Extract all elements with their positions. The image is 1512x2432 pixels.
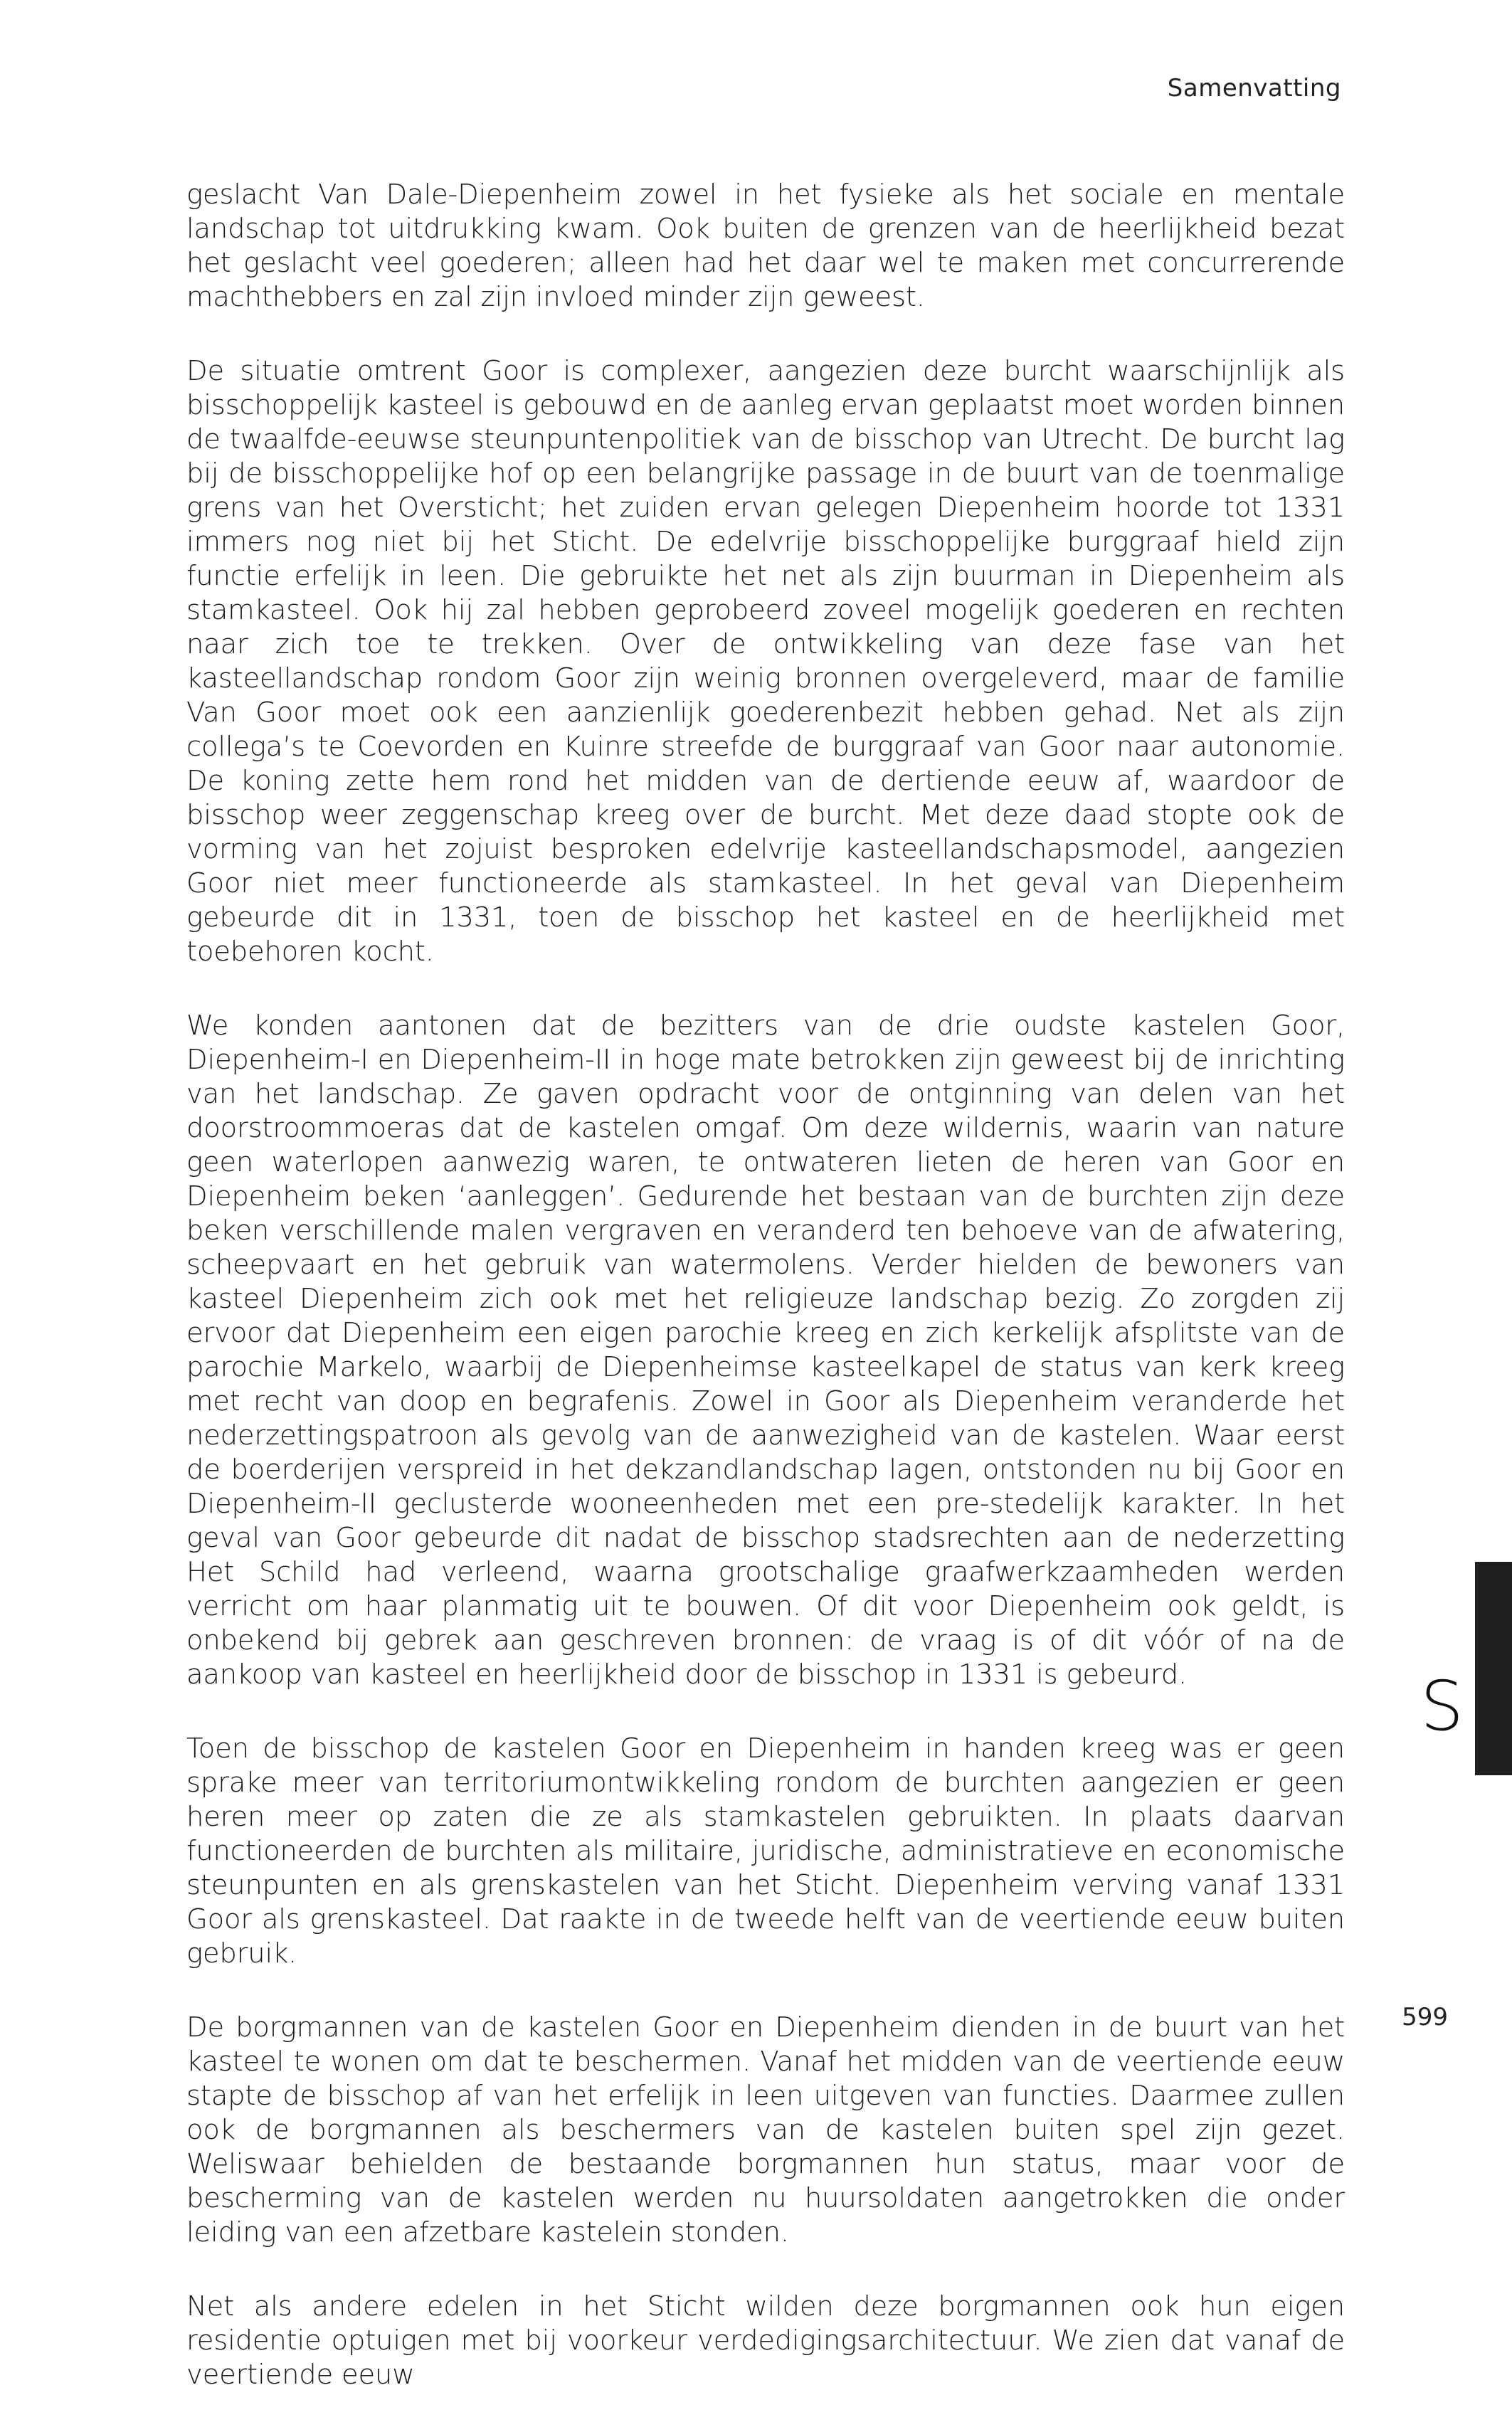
page-number: 599 bbox=[1402, 2003, 1448, 2031]
running-header: Samenvatting bbox=[1167, 74, 1341, 102]
paragraph-2: De situatie omtrent Goor is complexer, aangezien deze burcht waarschijnlijk als bisschoppelijk kasteel is gebouwd en de aanleg ervan geplaatst moet worden binnen de twaalfde-eeuwse steunpuntenpolitiek van de bisschop van Utrecht. De burcht lag bij de bisschoppelijke hof op een belangrijke passage in de buurt van de toenmalige grens van het Oversticht; het zuiden ervan gelegen Diepenheim hoorde tot 1331 immers nog niet bij het Sticht. De edelvrije bisschoppelijke burggraaf hield zijn functie erfelijk in leen. Die gebruikte het net als zijn buurman in Diepenheim als stamkasteel. Ook hij zal hebben geprobeerd zoveel mogelijk goederen en rechten naar zich toe te trekken. Over de ontwikkeling van deze fase van het kasteellandschap rondom Goor zijn weinig bronnen overgeleverd, maar de familie Van Goor moet ook een aanzienlijk goederenbezit hebben gehad. Net als zijn collega’s te Coevorden en Kuinre streefde de burggraaf van Goor naar autonomie. De koning zette hem rond het midden van de dertiende eeuw af, waardoor de bisschop weer zeggenschap kreeg over de burcht. Met deze daad stopte ook de vorming van het zojuist besproken edelvrije kasteellandschapsmodel, aangezien Goor niet meer functioneerde als stamkasteel. In het geval van Diepenheim gebeurde dit in 1331, toen de bisschop het kasteel en de heerlijkheid met toebehoren kocht. bbox=[186, 355, 1345, 968]
paragraph-5: De borgmannen van de kastelen Goor en Diepenheim dienden in de buurt van het kasteel te wonen om dat te beschermen. Vanaf het midden van de veertiende eeuw stapte de bisschop af van het erfelijk in leen uitgeven van functies. Daarmee zullen ook de borgmannen als beschermers van de kastelen buiten spel zijn gezet. Weliswaar behielden de bestaande borgmannen hun status, maar voor de bescherming van de kastelen werden nu huursoldaten aangetrokken die onder leiding van een afzetbare kastelein stonden. bbox=[186, 2011, 1345, 2248]
paragraph-1: geslacht Van Dale-Diepenheim zowel in het fysieke als het sociale en mentale landschap tot uitdrukking kwam. Ook buiten de grenzen van de heerlijkheid bezat het geslacht veel goederen; alleen had het daar wel te maken met concurrerende machthebbers en zal zijn invloed minder zijn geweest. bbox=[186, 179, 1345, 313]
paragraph-6: Net als andere edelen in het Sticht wilden deze borgmannen ook hun eigen residentie optuigen met bij voorkeur verdedigingsarchitectuur. We zien dat vanaf de veertiende eeuw bbox=[186, 2290, 1345, 2391]
thumb-index-letter: S bbox=[1420, 1666, 1464, 1746]
paragraph-3: We konden aantonen dat de bezitters van de drie oudste kastelen Goor, Diepenheim-I en Diepenheim-II in hoge mate betrokken zijn geweest bij de inrichting van het landschap. Ze gaven opdracht voor de ontginning van delen van het doorstroommoeras dat de kastelen omgaf. Om deze wildernis, waarin van nature geen waterlopen aanwezig waren, te ontwateren lieten de heren van Goor en Diepenheim beken ‘aanleggen’. Gedurende het bestaan van de burchten zijn deze beken verschillende malen vergraven en veranderd ten behoeve van de afwatering, scheepvaart en het gebruik van watermolens. Verder hielden de bewoners van kasteel Diepenheim zich ook met het religieuze landschap bezig. Zo zorgden zij ervoor dat Diepenheim een eigen parochie kreeg en zich kerkelijk afsplitste van de parochie Markelo, waarbij de Diepenheimse kasteelkapel de status van kerk kreeg met recht van doop en begrafenis. Zowel in Goor als Diepenheim veranderde het nederzettingspatroon als gevolg van de aanwezigheid van de kastelen. Waar eerst de boerderijen verspreid in het dekzandlandschap lagen, ontstonden nu bij Goor en Diepenheim-II geclusterde wooneenheden met een pre-stedelijk karakter. In het geval van Goor gebeurde dit nadat de bisschop stadsrechten aan de nederzetting Het Schild had verleend, waarna grootschalige graafwerkzaamheden werden verricht om haar planmatig uit te bouwen. Of dit voor Diepenheim ook geldt, is onbekend bij gebrek aan geschreven bronnen: de vraag is of dit vóór of na de aankoop van kasteel en heerlijkheid door de bisschop in 1331 is gebeurd. bbox=[186, 1010, 1345, 1691]
paragraph-4: Toen de bisschop de kastelen Goor en Diepenheim in handen kreeg was er geen sprake meer van territoriumontwikkeling rondom de burchten aangezien er geen heren meer op zaten die ze als stamkastelen gebruikten. In plaats daarvan functioneerden de burchten als militaire, juridische, administratieve en economische steunpunten en als grenskastelen van het Sticht. Diepenheim verving vanaf 1331 Goor als grenskasteel. Dat raakte in de tweede helft van de veertiende eeuw buiten gebruik. bbox=[186, 1733, 1345, 1970]
body-text bbox=[186, 178, 1345, 2432]
thumb-index-tab bbox=[1475, 1562, 1512, 1775]
